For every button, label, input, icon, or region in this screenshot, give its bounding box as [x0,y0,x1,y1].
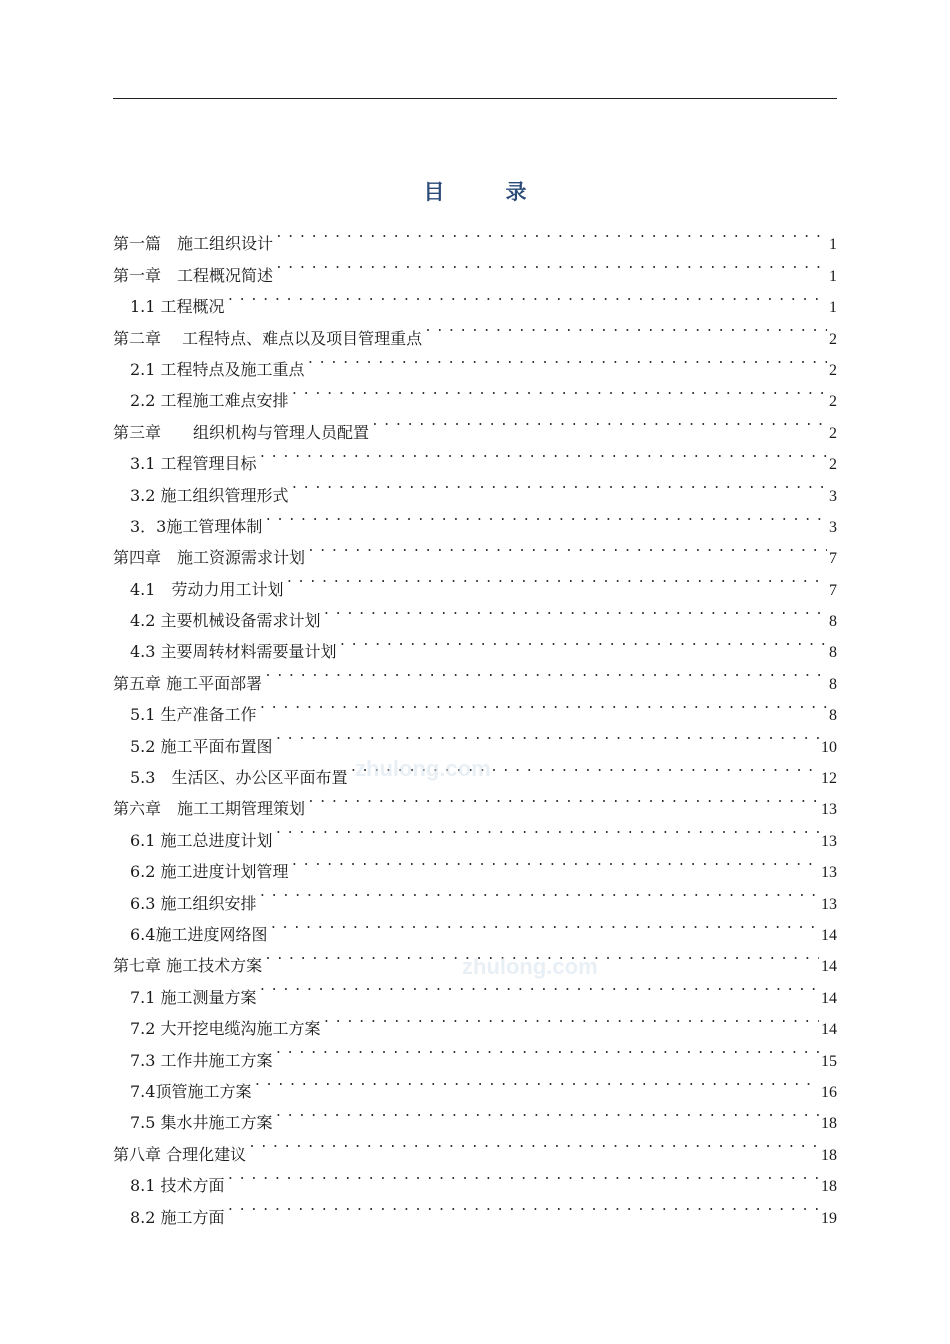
toc-entry-label: 5.2 施工平面布置图 [130,736,273,756]
dot-leader [275,1097,819,1128]
toc-entry[interactable] [113,218,837,254]
toc-entry-label: 第八章 合理化建议 [113,1144,247,1164]
toc-entry-label: 6.3 施工组织安排 [130,893,257,913]
toc-entry-page-number: 3 [829,487,837,505]
toc-entry-label: 7.3 工作井施工方案 [130,1050,273,1070]
toc-entry-label: 3.2 施工组织管理形式 [130,485,289,505]
dot-leader [227,281,827,312]
toc-entry-page-number: 8 [829,675,837,693]
dot-leader [253,1066,819,1097]
dot-leader [269,909,819,940]
toc-entry-page-number: 14 [821,1021,837,1039]
toc-entry-page-number: 13 [821,832,837,850]
dot-leader [227,1191,819,1222]
dot-leader [259,689,827,720]
toc-entry-label: 8.2 施工方面 [130,1207,225,1227]
dot-leader [275,249,827,280]
toc-list [113,218,837,1227]
dot-leader [259,877,819,908]
toc-entry-label: 4.2 主要机械设备需求计划 [130,611,321,631]
dot-leader [307,783,819,814]
toc-entry-label: 第三章 组织机构与管理人员配置 [113,422,370,442]
toc-entry-page-number: 10 [821,738,837,756]
watermark: zhulong.com [355,756,491,781]
toc-entry-page-number: 13 [821,864,837,882]
toc-entry-page-number: 14 [821,989,837,1007]
dot-leader [275,1034,819,1065]
toc-entry-label: 7.4顶管施工方案 [130,1081,252,1101]
toc-entry-label: 第一章 工程概况简述 [113,265,274,285]
toc-entry-page-number: 14 [821,958,837,976]
toc-entry-label: 2.1 工程特点及施工重点 [130,359,305,379]
toc-entry-label: 4.3 主要周转材料需要量计划 [130,642,337,662]
toc-entry-page-number: 18 [821,1115,837,1133]
dot-leader [307,532,827,563]
dot-leader [291,846,819,877]
toc-entry-page-number: 2 [829,393,837,411]
toc-entry-page-number: 12 [821,770,837,788]
dot-leader [371,406,827,437]
dot-leader [275,218,827,249]
toc-entry-label: 第一篇 施工组织设计 [113,234,274,254]
dot-leader [264,657,827,688]
toc-entry-page-number: 18 [821,1178,837,1196]
toc-title: 目 录 [423,180,547,204]
toc-entry-label: 5.3 生活区、办公区平面布置 [130,768,348,788]
toc-entry-label: 4.1 劳动力用工计划 [130,579,284,599]
toc-entry-page-number: 2 [829,330,837,348]
toc-entry-page-number: 2 [829,456,837,474]
toc-entry-page-number: 19 [821,1209,837,1227]
watermark: zhulong.com [462,954,598,979]
toc-entry-label: 5.1 生产准备工作 [130,705,257,725]
toc-entry-page-number: 1 [829,267,837,285]
toc-entry-page-number: 1 [829,299,837,317]
toc-entry-page-number: 18 [821,1146,837,1164]
dot-leader [323,595,827,626]
toc-entry-page-number: 3 [829,518,837,536]
dot-leader [259,971,819,1002]
toc-entry-label: 2.2 工程施工难点安排 [130,391,289,411]
toc-entry-page-number: 8 [829,613,837,631]
toc-entry-page-number: 7 [829,581,837,599]
dot-leader [227,1160,819,1191]
toc-entry-page-number: 13 [821,801,837,819]
dot-leader [264,940,819,971]
dot-leader [259,438,827,469]
dot-leader [285,563,827,594]
toc-entry-label: 第四章 施工资源需求计划 [113,548,306,568]
dot-leader [248,1128,819,1159]
dot-leader [424,312,827,343]
toc-entry-page-number: 14 [821,926,837,944]
dot-leader [349,752,819,783]
toc-entry-label: 6.1 施工总进度计划 [130,830,273,850]
toc-entry-page-number: 1 [829,236,837,254]
toc-entry-label: 7.5 集水井施工方案 [130,1113,273,1133]
dot-leader [323,1003,819,1034]
toc-entry-label: 7.2 大开挖电缆沟施工方案 [130,1019,321,1039]
toc-entry-label: 8.1 技术方面 [130,1176,225,1196]
toc-entry-page-number: 7 [829,550,837,568]
toc-entry-page-number: 2 [829,361,837,379]
toc-entry-label: 7.1 施工测量方案 [130,987,257,1007]
toc-entry-label: 3．3施工管理体制 [130,516,263,536]
toc-entry-label: 6.2 施工进度计划管理 [130,862,289,882]
toc-entry-page-number: 8 [829,707,837,725]
dot-leader [264,501,827,532]
toc-entry-label: 第六章 施工工期管理策划 [113,799,306,819]
toc-entry-label: 6.4施工进度网络图 [130,924,268,944]
dot-leader [291,375,827,406]
toc-entry-page-number: 2 [829,424,837,442]
toc-entry-label: 3.1 工程管理目标 [130,454,257,474]
toc-entry-label: 第二章 工程特点、难点以及项目管理重点 [113,328,423,348]
toc-entry-label: 第五章 施工平面部署 [113,673,263,693]
toc-entry-label: 第七章 施工技术方案 [113,956,263,976]
dot-leader [275,720,819,751]
dot-leader [339,626,827,657]
toc-entry-label: 1.1 工程概况 [130,297,225,317]
toc-entry-page-number: 13 [821,895,837,913]
toc-entry-page-number: 15 [821,1052,837,1070]
toc-entry-page-number: 16 [821,1083,837,1101]
header-rule [113,98,837,99]
toc-entry-page-number: 8 [829,644,837,662]
dot-leader [275,814,819,845]
dot-leader [291,469,827,500]
dot-leader [307,344,827,375]
